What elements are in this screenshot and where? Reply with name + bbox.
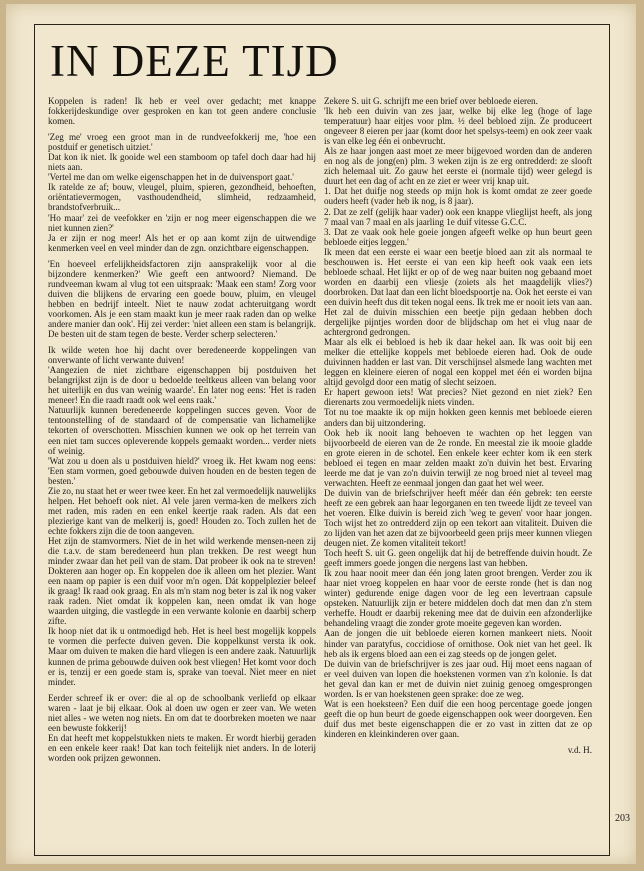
article-title: IN DEZE TIJD xyxy=(50,36,339,86)
right-column xyxy=(324,96,592,761)
paragraph: 'En hoeveel erfelijkheidsfactoren zijn aansprakelijk voor al die bijzondere kenmerken?' Wie geeft een antwoord? Niemand. De rundveeman kwam al vlug tot een uitspraak: 'Maak een stam! Zorg voor duiven die blijkens de ervaring een goede bouw, pluim, en vleugel hebben en bedrijf inteelt. Niet te nauw zodat achteruitgang wordt voorkomen. Als je een stam maakt kun je meer raak raden dan op welke andere manier dan ook'. Hij zei verder: 'niet alleen een stam is belangrijk. De besten uit de stam tegen de beste. Verder scherp selecteren.' xyxy=(48,258,316,340)
paragraph: Eerder schreef ik er over: die al op de schoolbank verliefd op elkaar waren - laat je bij elkaar. Ook al doen uw ogen er zeer van. We weten niet alles - we weten nog niets. En om dat te doorbreken moeten we naar een bewuste fokkerij! En dat heeft met koppelstukken niets te maken. Er wordt hierbij geraden en een enkele keer raak! Dat kan toch feitelijk niet anders. In de loterij worden ook prijzen gewonnen. xyxy=(48,692,316,763)
paragraph: Ik wilde weten hoe hij dacht over beredeneerde koppelingen van onverwante of licht verwante duiven! 'Aangezien de niet zichtbare eigenschappen bij postduiven het belangrijkst zijn is de door u bedoelde teeltkeus alleen van belang voor het uiterlijk en dus van weinig waarde'. En later nog eens: 'Het is raden meneer! En die raadt raadt ook wel eens raak.' Natuurlijk kunnen beredeneerde koppelingen succes geven. Voor de tentoonstelling of de standaard of de compensatie van lichamelijke tekorten of overschotten. Misschien kunnen we ook op het terrein van een niet tam succes opleverende koppels gemaakt worden... verder niets of weinig. 'Wat zou u doen als u postduiven hield?' vroeg ik. Het kwam nog eens: 'Een stam vormen, goed gebouwde duiven houden en de besten tegen de besten.' Zie zo, nu staat het er weer twee keer. En het zal vermoedelijk nauwelijks helpen. Het behoeft ook niet. Al vele jaren verma-ken de melkers zich met raden, mis raden en een enkel keertje raak raden. Als dat een plezierige kant van de melkerij is, goed! Houden zo. Toch zullen het de echte fokkers zijn die de toon aangeven. Het zijn de stamvormers. Niet de in het wild werkende mensen-neen zij die t.a.v. de stam beredeneerd hun plan trekken. De rest weegt hun minder zwaar dan het peil van de stam. Dat probeer ik ook na te streven! Dokteren aan hoger op. En koppelen doe ik alleen om het plezier. Want een naam op papier is een duif voor m'n ogen. Dát koppelplezier beleef ik graag! Ik raad ook graag. En als m'n stam nog beter is zal ik nog vaker raak raden. Niet omdat ik koppelen kan, neen omdat ik van hoge waarden uitging, die vastlegde in een verwante kolonie en daarbij scherp zifte. Ik hoop niet dat ik u ontmoedigd heb. Het is heel best mogelijk koppels te vormen die perfecte duiven geven. Die koppelkunst versta ik ook. Maar om duiven te maken die hard vliegen is een andere zaak. Natuurlijk kunnen de prima gebouwde duiven ook best vliegen! Het komt voor doch er is, tenzij er een goede stam is, sprake van toeval. Niet meer en niet minder. xyxy=(48,345,316,687)
left-column xyxy=(48,96,316,769)
paragraph: Zekere S. uit G. schrijft me een brief over bebloede eieren. 'Ik heb een duivin van zes jaar, welke bij elke leg (hoge of lage temperatuur) haar eitjes voor plm. ½ deel bebloed zijn. Ze produceert ongeveer 8 eieren per jaar (komt door het spelsys-teem) en ook zeer vaak is van elke leg één ei onbevrucht. Als ze haar jongen aast moet ze meer bijgevoed worden dan de anderen en nog als de jong(en) plm. 3 weken zijn is ze erg ontredderd: ze slooft zich helemaal uit. Zo gauw het eerste ei (normale tijd) weer gelegd is duurt het een dag of acht en ze ziet er weer vrij knap uit. 1. Dat het duifje nog steeds op mijn hok is komt omdat ze zeer goede ouders heeft (vader heb ik nog, is 8 jaar). 2. Dat ze zelf (gelijk haar vader) ook een knappe vlieglijst heeft, als jong 7 maal van 7 maal en als jaarling 1e duif vitesse G.C.C. 3. Dat ze vaak ook hele goeie jongen afgeeft welke op hun beurt geen bebloede eitjes leggen.' Ik meen dat een eerste ei waar een beetje bloed aan zit als normaal te beschouwen is. Het eerste ei van een kip heeft ook vaak een iets bebloede schaal. Het lijkt er op of de weg naar buiten nog gebaand moet worden en daarbij een vliesje (zoiets als het maagdelijk vlies?) doorbroken. Dat laat dan een licht bloedspoortje na. Ook het eerste ei van een duivin heeft dus dit teken nogal eens. Ik trek me er nooit iets van aan. Het zal de duivin misschien een beetje pijn gedaan hebben doch dergelijke pijntjes worden door de blijdschap om het ei vlug naar de achtergrond gedrongen. Maar als elk ei bebloed is heb ik daar hekel aan. Ik was ooit bij een melker die ettelijke koppels met bebloede eieren had. Ook de oude duivinnen hadden er last van. Dit verschijnsel alsmede lang wachten met leggen en kleinere eieren of nogal een koppel met één ei worden bijna altijd gevolgd door een matig of slecht seizoen. Er hapert gewoon iets! Wat precies? Niet gezond en niet ziek? Een dierenarts zou vermoedelijk niets vinden. Tot nu toe maakte ik op mijn hokken geen kennis met bebloede eieren anders dan bij uitzondering. Ook heb ik nooit lang behoeven te wachten op het leggen van bijvoorbeeld de eieren van de 2e ronde. En meestal zie ik mooie gladde en grote eieren in de schotel. Een enkele keer echter kom ik een sterk bebloed ei tegen en maar zelden maakt zo'n duivin het best. Ervaring leerde me dat je van zo'n duivin terwijl ze nog broed niet al teveel mag verwachten. Heeft ze eenmaal jongen dan gaat het wel weer. De duivin van de briefschrijver heeft méér dan één gebrek: ten eerste heeft ze een gebrek aan haar legorganen en ten tweede lijdt ze teveel van het voeren. Elke duivin is bereid zich 'weg te geven' voor haar jongen. Toch wijst het zo ontredderd zijn op een tekort aan vitaliteit. Duiven die zo lijden van het azen dat ze bijvoorbeeld geen prijs meer kunnen vliegen deugen niet. Ze komen vitaliteit tekort! Toch heeft S. uit G. geen ongelijk dat hij de betreffende duivin houdt. Ze geeft immers goede jongen die nergens last van hebben. Ik zou haar nooit meer dan één jong laten groot brengen. Verder zou ik haar niet vroeg koppelen en haar voor de eerste ronde (het is dan nog winter) gedurende enige dagen voor de leg een levertraan capsule opsteken. Natuurlijk zijn er betere middelen doch dat men dan z'n stem verheffe. Houdt er daarbij rekening mee dat de duivin een afzonderlijke behandeling vraagt die zonder grote moeite gegeven kan worden. Aan de jongen die uit bebloede eieren kornen mankeert niets. Nooit hinder van paratyfus, coccidiose of ornithose. Ook niet van het geel. Ik heb als ik ergens bloed aan een ei zag steeds op de jongen gelet. De duivin van de briefschrijver is zes jaar oud. Hij moet eens nagaan of er veel duiven van lopen die hoekstenen vormen van z'n kolonie. Is dat het geval dan kan er met de duivin niet zuinig genoeg omgesprongen worden. Is er van hoekstenen geen sprake: doe ze weg. Wat is een hoeksteen? Een duif die een hoog percentage goede jongen geeft die op hun beurt de goede eigenschappen ook weer doorgeven. Een duif dus met beste eigenschappen die er zo vast in zitten dat ze op kinderen en kleinkinderen over gaan. xyxy=(324,96,592,739)
magazine-page xyxy=(6,4,636,864)
author-signature: v.d. H. xyxy=(567,745,592,755)
paragraph: Koppelen is raden! Ik heb er veel over gedacht; met knappe fokkerijdeskundige over gesproken en kan tot geen andere conclusie komen. xyxy=(48,96,316,127)
paragraph: 'Zeg me' vroeg een groot man in de rundveefokkerij me, 'hoe een postduif er genetisch uitziet.' Dat kon ik niet. Ik gooide wel een stamboom op tafel doch daar had hij niets aan. 'Vertel me dan om welke eigenschappen het in de duivensport gaat.' Ik ratelde ze af; bouw, vleugel, pluim, spieren, gezondheid, behoeften, oriëntatievermogen, vasthoudendheid, slimheid, redzaamheid, brandstofverbruik... 'Ho maar' zei de veefokker en 'zijn er nog meer eigenschappen die we niet kunnen zien?' Ja er zijn er nog meer! Als het er op aan komt zijn de uitwendige kenmerken veel en veel minder dan de zgn. onzichtbare eigenschappen. xyxy=(48,132,316,253)
page-number: 203 xyxy=(615,813,630,824)
